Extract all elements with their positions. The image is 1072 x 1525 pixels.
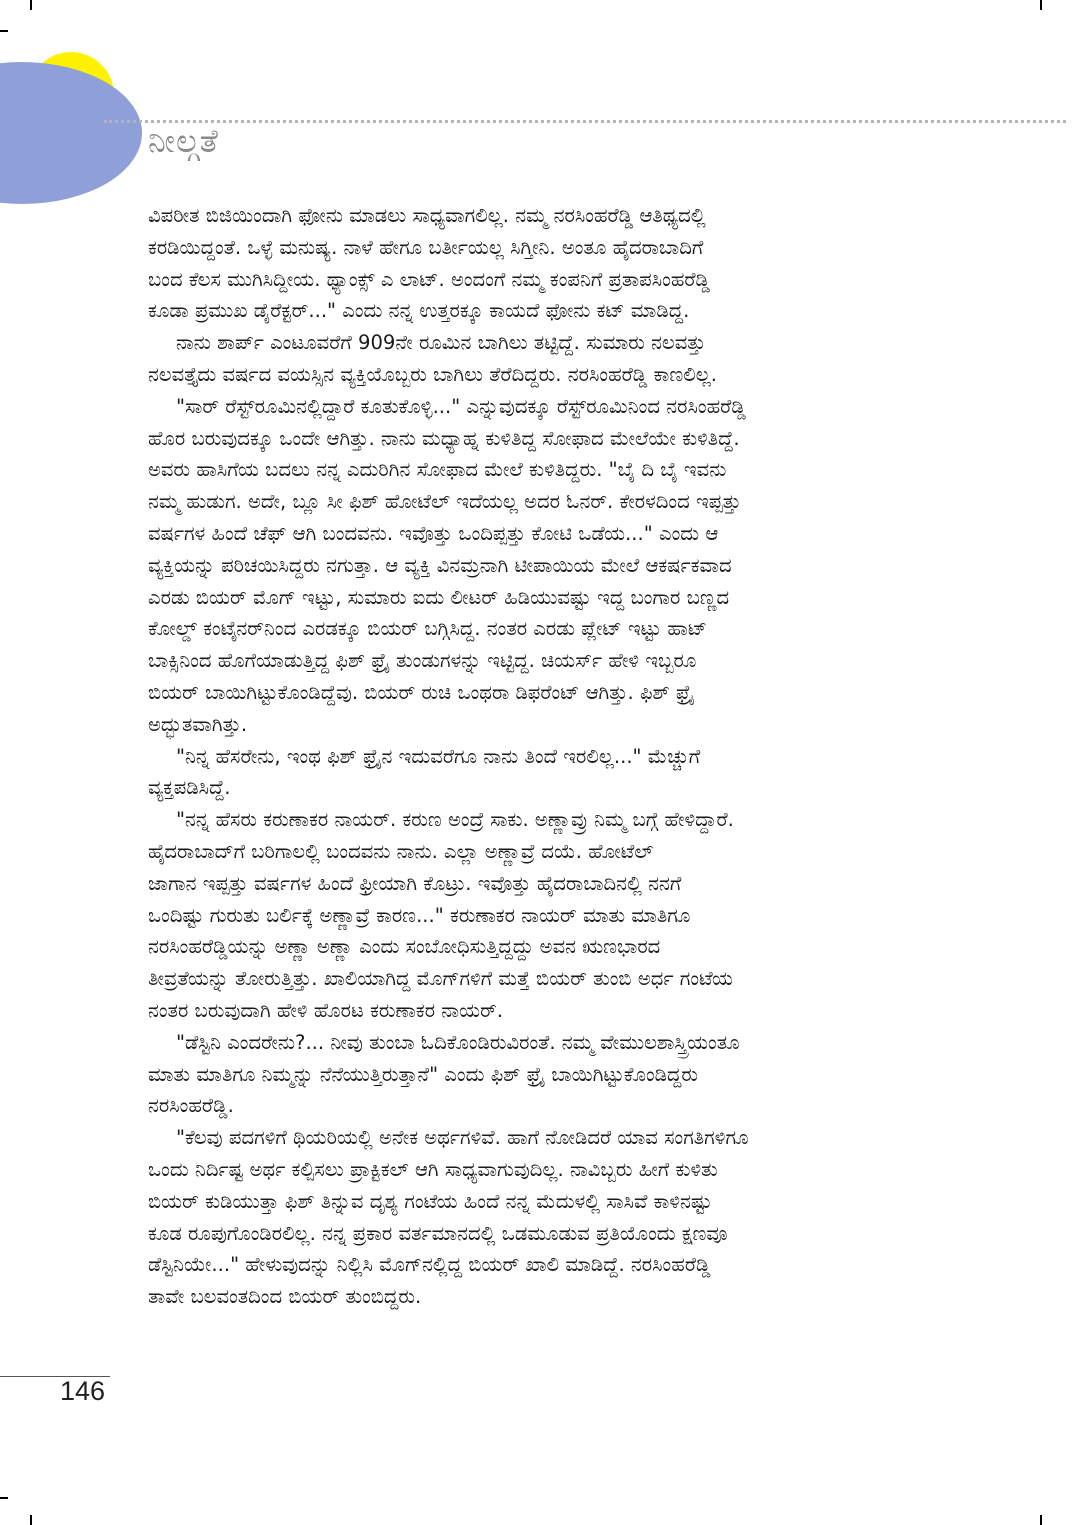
page-number: 146 xyxy=(60,1376,106,1406)
text-line: "ಕೆಲವು ಪದಗಳಿಗೆ ಥಿಯರಿಯಲ್ಲಿ ಅನೇಕ ಅರ್ಥಗಳಿವೆ. ಹಾಗೆ ನೋಡಿದರೆ ಯಾವ ಸಂಗತಿಗಳಿಗೂ xyxy=(176,1126,749,1150)
text-line: ಎರಡು ಬಿಯರ್ ಮೊಗ್ ಇಟ್ಟು, ಸುಮಾರು ಐದು ಲೀಟರ್ ಹಿಡಿಯುವಷ್ಟು ಇದ್ದ ಬಂಗಾರ ಬಣ್ಣದ xyxy=(148,585,730,609)
crop-mark-bottom-left xyxy=(30,1515,32,1525)
dotted-header-rule xyxy=(104,120,1066,123)
text-line: ನಲವತ್ತೈದು ವರ್ಷದ ವಯಸ್ಸಿನ ವ್ಯಕ್ತಿಯೊಬ್ಬರು ಬಾಗಿಲು ತೆರೆದಿದ್ದರು. ನರಸಿಂಹರೆಡ್ಡಿ ಕಾಣಲಿಲ್ಲ. xyxy=(148,362,717,386)
text-line: ಮಾತು ಮಾತಿಗೂ ನಿಮ್ಮನ್ನು ನೆನೆಯುತ್ತಿರುತ್ತಾನೆ" ಎಂದು ಫಿಶ್ ಫ್ರೈ ಬಾಯಿಗಿಟ್ಟುಕೊಂಡಿದ್ದರು xyxy=(148,1062,699,1086)
text-line: ತೀವ್ರತೆಯನ್ನು ತೋರುತ್ತಿತ್ತು. ಖಾಲಿಯಾಗಿದ್ದ ಮೊಗ್‌ಗಳಿಗೆ ಮತ್ತೆ ಬಿಯರ್ ತುಂಬಿ ಅರ್ಧ ಗಂಟೆಯ xyxy=(148,967,734,991)
text-line: ಹೊರ ಬರುವುದಕ್ಕೂ ಒಂದೇ ಆಗಿತ್ತು. ನಾನು ಮಧ್ಯಾಹ್ನ ಕುಳಿತಿದ್ದ ಸೋಫಾದ ಮೇಲೆಯೇ ಕುಳಿತಿದ್ದೆ. xyxy=(148,426,740,450)
text-line: ಒಂದಿಷ್ಟು ಗುರುತು ಬರ್ಲಿಕ್ಕೆ ಅಣ್ಣಾವ್ರೆ ಕಾರಣ..." ಕರುಣಾಕರ ನಾಯರ್ ಮಾತು ಮಾತಿಗೂ xyxy=(148,903,691,927)
text-line: ಕೂಡಾ ಪ್ರಮುಖ ಡೈರೆಕ್ಟರ್..." ಎಂದು ನನ್ನ ಉತ್ತರಕ್ಕೂ ಕಾಯದೆ ಫೋನು ಕಟ್ ಮಾಡಿದ್ದ. xyxy=(148,299,690,323)
text-line: ಕೋಲ್ಡ್ ಕಂಟೈನರ್‌ನಿಂದ ಎರಡಕ್ಕೂ ಬಿಯರ್ ಬಗ್ಗಿಸಿದ್ದ. ನಂತರ ಎರಡು ಪ್ಲೇಟ್ ಇಟ್ಟು ಹಾಟ್ xyxy=(148,617,708,641)
text-line: "ನನ್ನ ಹೆಸರು ಕರುಣಾಕರ ನಾಯರ್. ಕರುಣ ಅಂದ್ರೆ ಸಾಕು. ಅಣ್ಣಾವ್ರು ನಿಮ್ಮ ಬಗ್ಗೆ ಹೇಳಿದ್ದಾರೆ. xyxy=(176,808,734,832)
text-line: ಡೆಸ್ಟಿನಿಯೇ..." ಹೇಳುವುದನ್ನು ನಿಲ್ಲಿಸಿ ಮೊಗ್‌ನಲ್ಲಿದ್ದ ಬಿಯರ್ ಖಾಲಿ ಮಾಡಿದ್ದೆ. ನರಸಿಂಹರೆಡ್ಡಿ xyxy=(148,1253,711,1277)
text-line: ಒಂದು ನಿರ್ದಿಷ್ಟ ಅರ್ಥ ಕಲ್ಪಿಸಲು ಪ್ರಾಕ್ಟಿಕಲ್ ಆಗಿ ಸಾಧ್ಯವಾಗುವುದಿಲ್ಲ. ನಾವಿಬ್ಬರು ಹೀಗೆ ಕುಳಿತು xyxy=(148,1157,718,1181)
crop-mark-left-lower xyxy=(0,1497,8,1499)
crop-mark-top-left xyxy=(30,0,32,10)
text-line: ವ್ಯಕ್ತಿಯನ್ನು ಪರಿಚಯಿಸಿದ್ದರು ನಗುತ್ತಾ. ಆ ವ್ಯಕ್ತಿ ವಿನಮ್ರನಾಗಿ ಟೀಪಾಯಿಯ ಮೇಲೆ ಆಕರ್ಷಕವಾದ xyxy=(148,553,732,577)
text-line: ವರ್ಷಗಳ ಹಿಂದೆ ಚೆಫ್ ಆಗಿ ಬಂದವನು. ಇವೊತ್ತು ಒಂದಿಪ್ಪತ್ತು ಕೋಟಿ ಒಡೆಯ..." ಎಂದು ಆ xyxy=(148,521,719,545)
text-line: "ಡೆಸ್ಟಿನಿ ಎಂದರೇನು?... ನೀವು ತುಂಬಾ ಓದಿಕೊಂಡಿರುವಿರಂತೆ. ನಮ್ಮ ವೇಮುಲಶಾಸ್ತ್ರಿಯಂತೂ xyxy=(176,1030,740,1054)
crop-mark-top-right xyxy=(1040,0,1042,10)
text-line: "ಸಾರ್ ರೆಸ್ಟ್‌ರೂಮಿನಲ್ಲಿದ್ದಾರೆ ಕೂತುಕೊಳ್ಳಿ..." ಎನ್ನುವುದಕ್ಕೂ ರೆಸ್ಟ್‌ರೂಮಿನಿಂದ ನರಸಿಂಹರೆಡ್ಡಿ xyxy=(176,394,746,418)
text-line: ಹೈದರಾಬಾದ್‌ಗೆ ಬರಿಗಾಲಲ್ಲಿ ಬಂದವನು ನಾನು. ಎಲ್ಲಾ ಅಣ್ಣಾವ್ರೆ ದಯೆ. ಹೋಟೆಲ್ xyxy=(148,839,654,863)
text-line: ನಮ್ಮ ಹುಡುಗ. ಅದೇ, ಬ್ಲೂ ಸೀ ಫಿಶ್ ಹೋಟೆಲ್ ಇದೆಯಲ್ಲ ಅದರ ಓನರ್. ಕೇರಳದಿಂದ ಇಪ್ಪತ್ತು xyxy=(148,490,742,514)
page-header-title: ನೀಲ್ಗತೆ xyxy=(148,122,219,160)
text-line: ಕೂಡ ರೂಪುಗೊಂಡಿರಲಿಲ್ಲ. ನನ್ನ ಪ್ರಕಾರ ವರ್ತಮಾನದಲ್ಲಿ ಒಡಮೂಡುವ ಪ್ರತಿಯೊಂದು ಕ್ಷಣವೂ xyxy=(148,1221,728,1245)
text-line: ನರಸಿಂಹರೆಡ್ಡಿಯನ್ನು ಅಣ್ಣಾ ಅಣ್ಣಾ ಎಂದು ಸಂಬೋಧಿಸುತ್ತಿದ್ದದ್ದು ಅವನ ಋಣಭಾರದ xyxy=(148,935,661,959)
blue-circle-decoration xyxy=(0,62,142,204)
text-line: ಜಾಗಾನ ಇಪ್ಪತ್ತು ವರ್ಷಗಳ ಹಿಂದೆ ಫ್ರೀಯಾಗಿ ಕೊಟ್ರು. ಇವೊತ್ತು ಹೈದರಾಬಾದಿನಲ್ಲಿ ನನಗೆ xyxy=(148,871,682,895)
text-line: ವಿಪರೀತ ಬಿಜಿಯಿಂದಾಗಿ ಫೋನು ಮಾಡಲು ಸಾಧ್ಯವಾಗಲಿಲ್ಲ. ನಮ್ಮ ನರಸಿಂಹರೆಡ್ಡಿ ಆತಿಥ್ಯದಲ್ಲಿ xyxy=(148,204,706,227)
text-line: ನರಸಿಂಹರೆಡ್ಡಿ. xyxy=(148,1094,234,1118)
text-line: ಅವರು ಹಾಸಿಗೆಯ ಬದಲು ನನ್ನ ಎದುರಿಗಿನ ಸೋಫಾದ ಮೇಲೆ ಕುಳಿತಿದ್ದರು. "ಬೈ ದಿ ಬೈ ಇವನು xyxy=(148,458,727,482)
crop-mark-left-upper xyxy=(0,30,8,32)
text-line: ಬಾಕ್ಸಿನಿಂದ ಹೊಗೆಯಾಡುತ್ತಿದ್ದ ಫಿಶ್ ಫ್ರೈ ತುಂಡುಗಳನ್ನು ಇಟ್ಟಿದ್ದ. ಚಿಯರ್ಸ್ ಹೇಳಿ ಇಬ್ಬರೂ xyxy=(148,649,697,673)
crop-mark-bottom-right xyxy=(1040,1515,1042,1525)
text-line: ಅದ್ಭುತವಾಗಿತ್ತು. xyxy=(148,712,248,736)
text-line: ಬಂದ ಕೆಲಸ ಮುಗಿಸಿದ್ದೀಯ. ಥ್ಯಾಂಕ್ಸ್ ಎ ಲಾಟ್. ಅಂದಂಗೆ ನಮ್ಮ ಕಂಪನಿಗೆ ಪ್ರತಾಪಸಿಂಹರೆಡ್ಡಿ xyxy=(148,267,711,291)
body-text xyxy=(148,200,953,1313)
text-line: ಬಿಯರ್ ಕುಡಿಯುತ್ತಾ ಫಿಶ್ ತಿನ್ನುವ ದೃಶ್ಯ ಗಂಟೆಯ ಹಿಂದೆ ನನ್ನ ಮೆದುಳಲ್ಲಿ ಸಾಸಿವೆ ಕಾಳಿನಷ್ಟು xyxy=(148,1189,712,1213)
text-line: ನಂತರ ಬರುವುದಾಗಿ ಹೇಳಿ ಹೊರಟ ಕರುಣಾಕರ ನಾಯರ್. xyxy=(148,998,504,1022)
text-line: ಕರಡಿಯಿದ್ದಂತೆ. ಒಳ್ಳೆ ಮನುಷ್ಯ. ನಾಳೆ ಹೇಗೂ ಬರ್ತೀಯಲ್ಲ ಸಿಗ್ತೀನಿ. ಅಂತೂ ಹೈದರಾಬಾದಿಗೆ xyxy=(148,235,704,259)
text-line: ನಾನು ಶಾರ್ಪ್ ಎಂಟೂವರೆಗೆ 909ನೇ ರೂಮಿನ ಬಾಗಿಲು ತಟ್ಟಿದ್ದೆ. ಸುಮಾರು ನಲವತ್ತು xyxy=(176,331,706,355)
text-line: ವ್ಯಕ್ತಪಡಿಸಿದ್ದೆ. xyxy=(148,776,231,800)
text-line: "ನಿನ್ನ ಹೆಸರೇನು, ಇಂಥ ಫಿಶ್ ಫ್ರೈನ ಇದುವರೆಗೂ ನಾನು ತಿಂದೆ ಇರಲಿಲ್ಲ..." ಮೆಚ್ಚುಗೆ xyxy=(176,744,701,768)
text-line: ಬಿಯರ್ ಬಾಯಿಗಿಟ್ಟುಕೊಂಡಿದ್ದೆವು. ಬಿಯರ್ ರುಚಿ ಒಂಥರಾ ಡಿಫರೆಂಟ್ ಆಗಿತ್ತು. ಫಿಶ್ ಫ್ರೈ xyxy=(148,680,695,704)
text-line: ತಾವೇ ಬಲವಂತದಿಂದ ಬಿಯರ್ ತುಂಬಿದ್ದರು. xyxy=(148,1285,422,1309)
